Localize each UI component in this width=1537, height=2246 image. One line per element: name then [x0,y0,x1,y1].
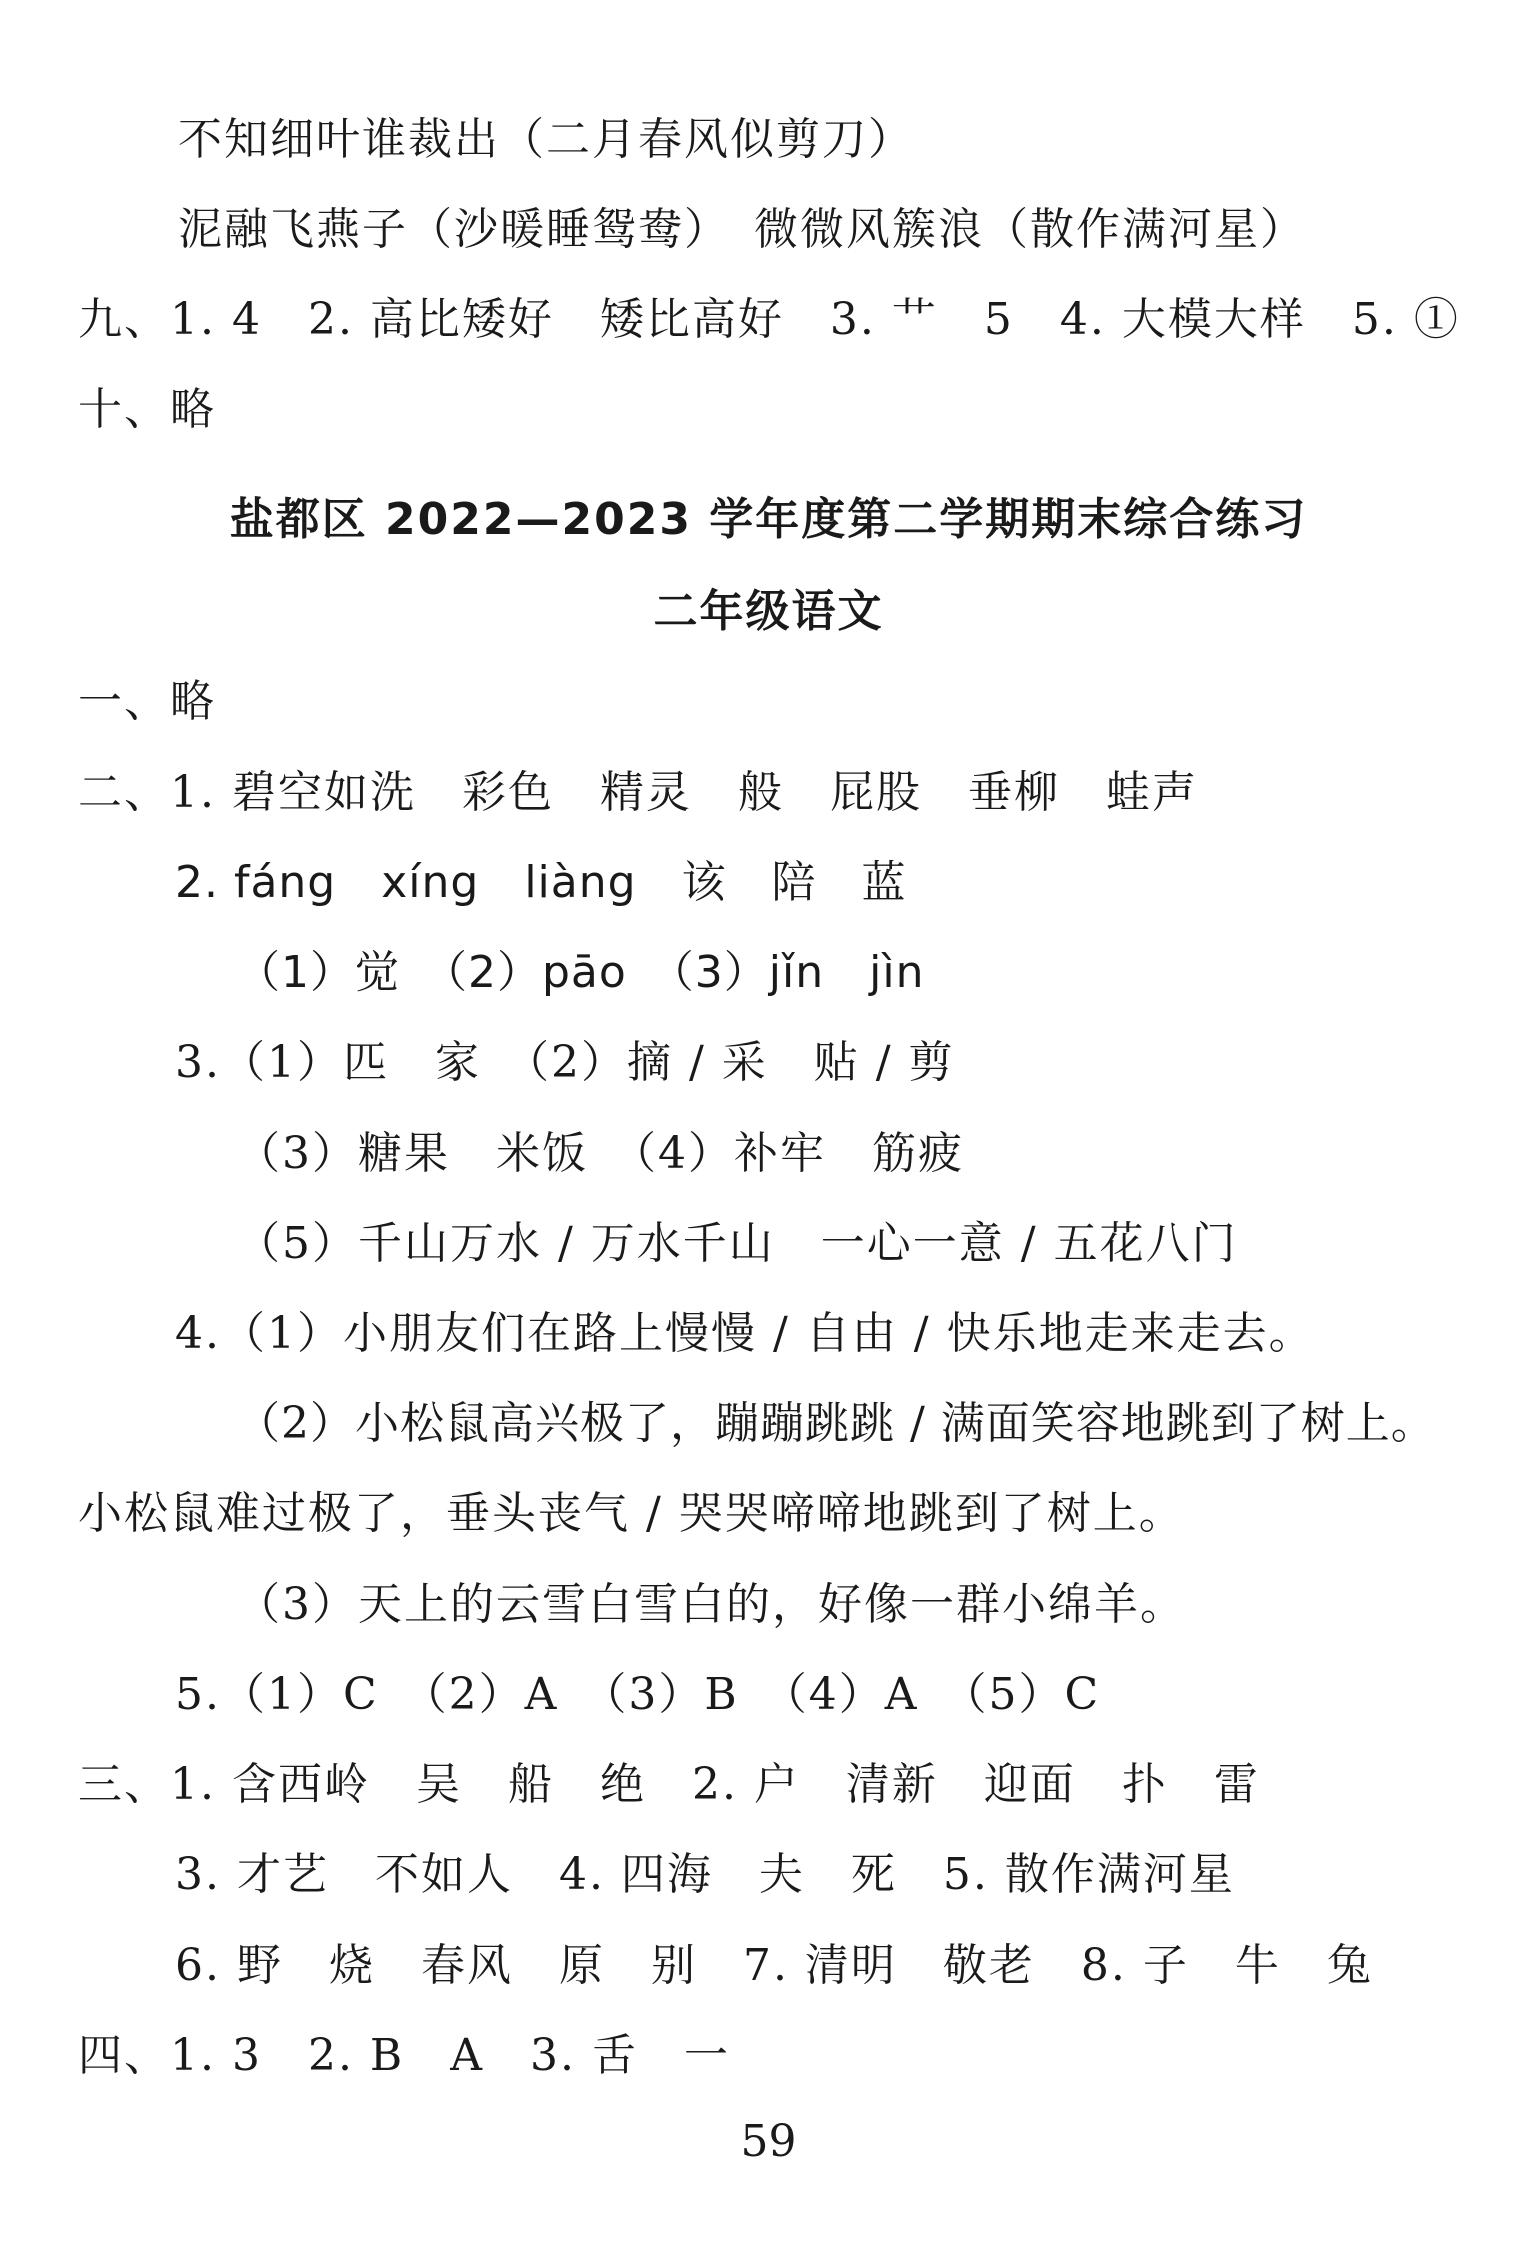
text-line: 3. 才艺 不如人 4. 四海 夫 死 5. 散作满河星 [175,1849,1235,1900]
text-line: 二、1. 碧空如洗 彩色 精灵 般 屁股 垂柳 蛙声 [78,767,1198,818]
text-line: （5）千山万水 / 万水千山 一心一意 / 五花八门 [236,1218,1238,1269]
text-line: 泥融飞燕子（沙暖睡鸳鸯） 微微风簇浪（散作满河星） [178,204,1306,255]
text-line: （1）觉 （2）pāo （3）jǐn jìn [236,947,925,998]
text-line: 九、1. 4 2. 高比矮好 矮比高好 3. 艹 5 4. 大模大样 5. ① [78,294,1460,345]
text-line: 不知细叶谁裁出（二月春风似剪刀） [178,114,914,165]
text-line: 5.（1）C （2）A （3）B （4）A （5）C [175,1669,1101,1720]
text-line: 6. 野 烧 春风 原 别 7. 清明 敬老 8. 子 牛 兔 [175,1940,1373,1991]
text-line: 一、略 [78,676,216,727]
text-line: 三、1. 含西岭 吴 船 绝 2. 户 清新 迎面 扑 雷 [78,1759,1260,1810]
page-number: 59 [740,2116,797,2167]
text-line: （2）小松鼠高兴极了，蹦蹦跳跳 / 满面笑容地跳到了树上。 [236,1398,1436,1449]
page-title: 盐都区 2022—2023 学年度第二学期期末综合练习 [229,494,1308,545]
text-line: 四、1. 3 2. B A 3. 舌 一 [78,2030,731,2081]
text-line: 小松鼠难过极了，垂头丧气 / 哭哭啼啼地跳到了树上。 [78,1488,1185,1539]
text-line: （3）糖果 米饭 （4）补牢 筋疲 [236,1128,964,1179]
text-line: （3）天上的云雪白雪白的，好像一群小绵羊。 [236,1579,1186,1630]
text-line: 2. fáng xíng liàng 该 陪 蓝 [175,857,907,908]
page-subtitle: 二年级语文 [653,586,884,637]
text-line: 十、略 [78,384,216,435]
text-line: 3.（1）匹 家 （2）摘 / 采 贴 / 剪 [175,1037,955,1088]
text-line: 4.（1）小朋友们在路上慢慢 / 自由 / 快乐地走来走去。 [175,1308,1315,1359]
